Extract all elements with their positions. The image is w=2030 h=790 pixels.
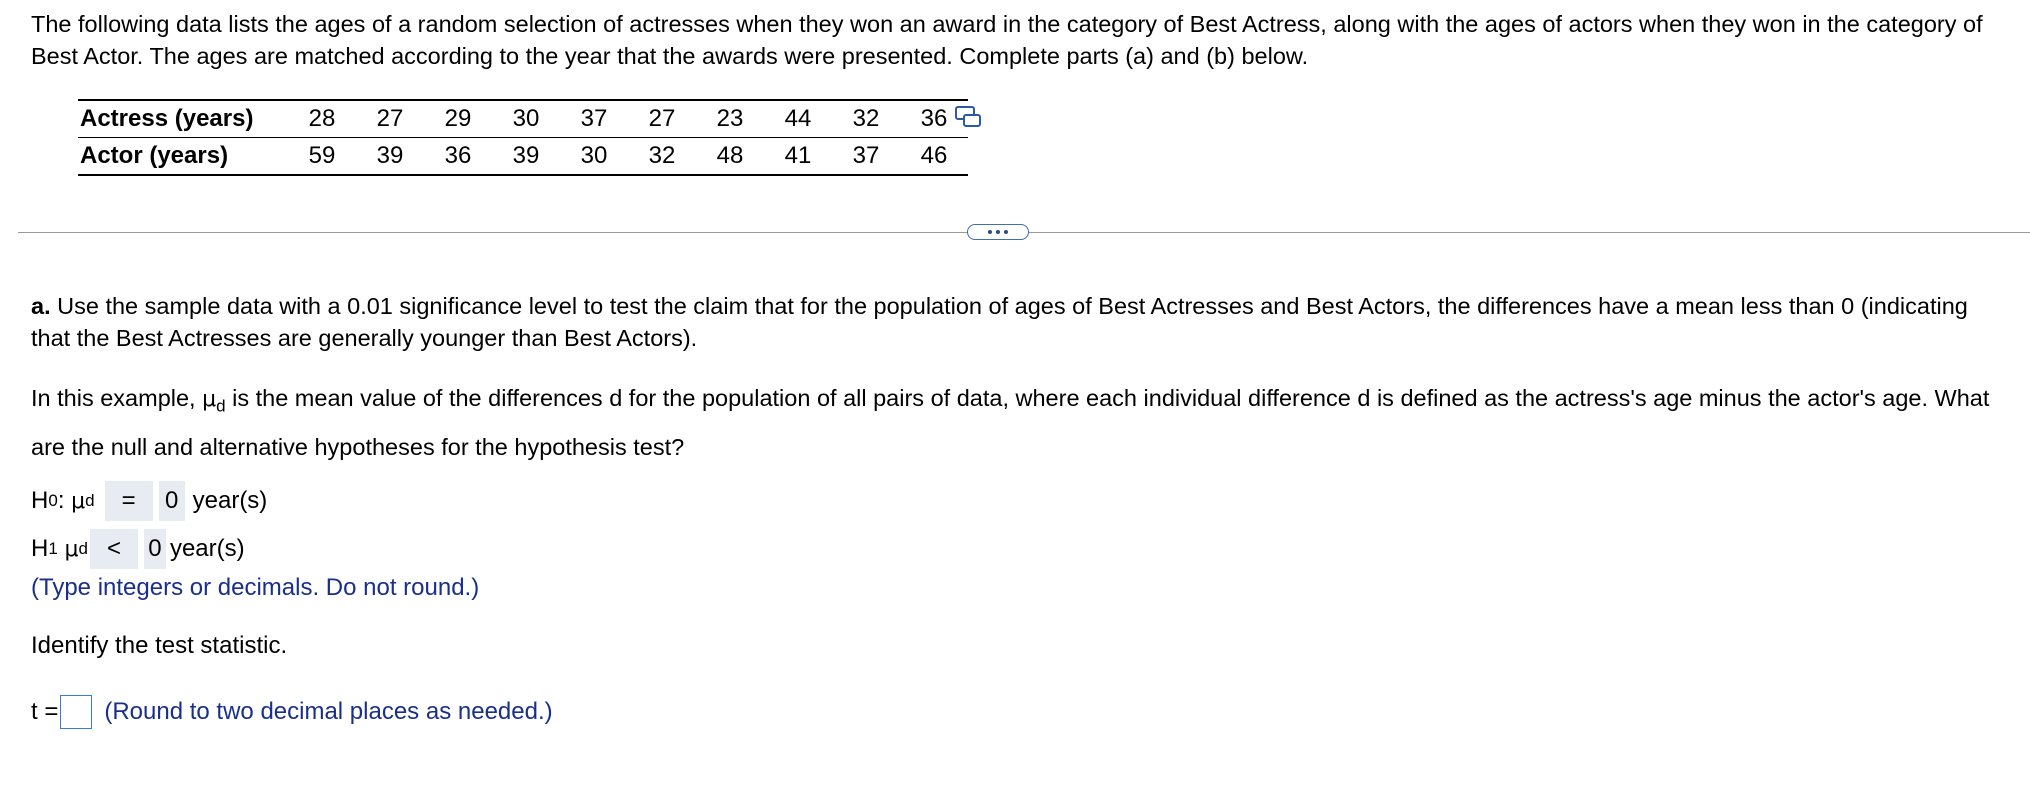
- table-row-actress: [78, 100, 968, 138]
- h-symbol: H: [31, 487, 49, 514]
- h-symbol: H: [31, 535, 49, 562]
- ages-table: [78, 99, 968, 176]
- table-cell: 48: [696, 138, 764, 176]
- table-cell: 39: [492, 138, 560, 176]
- table-cell: 36: [424, 138, 492, 176]
- example-text: is the mean value of the differences d for the population of all pairs of data, where each individual difference d is defined as the actress's age minus the actor's age. What are the null and alternative hypotheses for the hypothesis test?: [31, 385, 1990, 460]
- mu-symbol: μ: [71, 488, 86, 514]
- unit-label: year(s): [192, 487, 268, 514]
- table-cell: 41: [764, 138, 832, 176]
- unit-label: year(s): [169, 535, 245, 562]
- table-cell: 23: [696, 100, 764, 138]
- problem-intro: The following data lists the ages of a random selection of actresses when they won an award in the category of Best Actress, along with the ages of actors when they won in the category of Best Actor. The ages are matched according to the year that the awards were presented. Complete parts (a) and (b) below.: [31, 11, 1983, 69]
- table-cell: 37: [560, 100, 628, 138]
- row-header: Actor (years): [78, 138, 288, 176]
- expand-more-button[interactable]: [967, 224, 1029, 240]
- t-label: t =: [31, 698, 59, 725]
- table-cell: 27: [628, 100, 696, 138]
- table-cell: 27: [356, 100, 424, 138]
- table-cell: 32: [628, 138, 696, 176]
- test-statistic-row: [31, 693, 553, 731]
- table-cell: 30: [560, 138, 628, 176]
- copy-data-icon[interactable]: [954, 104, 982, 130]
- table-cell: 32: [832, 100, 900, 138]
- ellipsis-icon: [1004, 230, 1008, 234]
- table-cell: 59: [288, 138, 356, 176]
- part-a-label: a.: [31, 293, 51, 319]
- mu-subscript: d: [216, 396, 226, 416]
- null-hypothesis: H 0 : μ d = 0 year(s): [31, 481, 267, 521]
- t-statistic-input[interactable]: [60, 695, 92, 729]
- ellipsis-icon: [996, 230, 1000, 234]
- table-row-actor: [78, 138, 968, 176]
- colon: :: [57, 487, 65, 514]
- table-cell: 36: [900, 100, 968, 138]
- part-a-question: [31, 290, 2006, 354]
- table-cell: 30: [492, 100, 560, 138]
- mu-symbol: μ: [202, 387, 217, 412]
- hypothesis-hint: (Type integers or decimals. Do not round.): [31, 574, 480, 601]
- table-cell: 44: [764, 100, 832, 138]
- table-cell: 29: [424, 100, 492, 138]
- part-a-text: Use the sample data with a 0.01 significance level to test the claim that for the population of ages of Best Actresses and Best Actors, the differences have a mean less than 0 (indicating that the Best Actresses are generally younger than Best Actors).: [31, 293, 1968, 351]
- mu-symbol: μ: [64, 536, 79, 562]
- example-text: In this example,: [31, 385, 203, 411]
- alt-value-field[interactable]: 0: [144, 529, 166, 569]
- rounding-hint: (Round to two decimal places as needed.): [104, 698, 553, 725]
- table-cell: 37: [832, 138, 900, 176]
- table-cell: 46: [900, 138, 968, 176]
- null-value-field[interactable]: 0: [159, 481, 185, 521]
- alternative-hypothesis: H 1 μ d < 0 year(s): [31, 529, 245, 569]
- ellipsis-icon: [988, 230, 992, 234]
- example-explanation: [31, 378, 2006, 467]
- null-operator-select[interactable]: =: [105, 481, 153, 521]
- row-header: Actress (years): [78, 100, 288, 138]
- table-cell: 28: [288, 100, 356, 138]
- table-cell: 39: [356, 138, 424, 176]
- alt-operator-select[interactable]: <: [90, 529, 138, 569]
- test-statistic-prompt: Identify the test statistic.: [31, 632, 288, 659]
